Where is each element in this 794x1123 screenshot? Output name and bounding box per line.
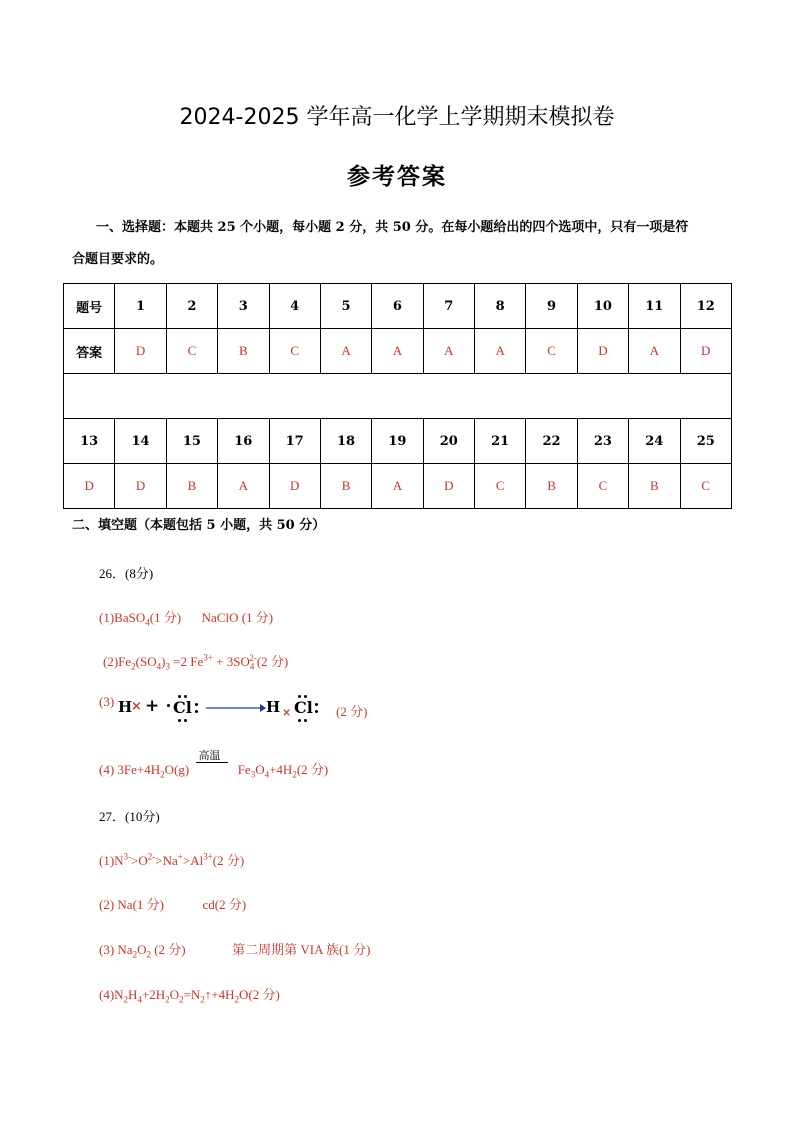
q27-p1-b: >O (131, 853, 148, 868)
q27-p1-sup2: 2- (147, 851, 156, 862)
answer-cell: B (629, 464, 680, 509)
answer-cell: C (166, 329, 217, 374)
q26-p4-e: +4H (269, 762, 293, 777)
answer-cell: D (115, 464, 166, 509)
q27-p2-a: (2) Na(1 分) (99, 897, 164, 912)
q27-part1 (99, 850, 244, 869)
cl-symbol: Cl (173, 698, 192, 717)
hcl-product-shared-electron: × (282, 706, 292, 719)
answer-cell: A (372, 464, 423, 509)
cl-dot (178, 719, 181, 722)
question-number-cell: 3 (218, 284, 269, 329)
section1-intro (72, 212, 732, 276)
q27-part4 (99, 984, 280, 1005)
question-number-cell: 16 (218, 419, 269, 464)
q27-p2-b: cd(2 分) (202, 897, 247, 912)
q26-p2-c: ) (161, 654, 166, 669)
question-number-cell: 10 (577, 284, 628, 329)
q27-p4-f: ↑+4H (204, 987, 235, 1002)
q27-p3-sub1: 2 (132, 949, 138, 960)
q27-p3-sub2: 2 (146, 949, 151, 960)
q27-p4-e: =N (183, 987, 201, 1002)
q26-p2-sub2: 4 (156, 661, 162, 672)
cl-atom-dot (164, 694, 200, 724)
answer-cell: C (526, 329, 577, 374)
q26-p4-sub3: 4 (264, 769, 270, 780)
q26-p2-d: =2 Fe (169, 654, 204, 669)
answer-cell: B (526, 464, 577, 509)
question-number-cell: 23 (577, 419, 628, 464)
question-number-cell: 25 (680, 419, 732, 464)
q26-p1-b: NaClO (1 分) (201, 610, 274, 625)
q26-p2-sup2: 2- (249, 652, 257, 663)
answer-cell: C (577, 464, 628, 509)
reaction-arrow-icon (206, 702, 266, 714)
answer-cell: A (372, 329, 423, 374)
q26-p4-sub2: 3 (250, 769, 256, 780)
reaction-condition (196, 749, 230, 774)
table-row-answers-1 (64, 329, 732, 374)
blank-cell (64, 374, 732, 419)
q27-p1-e: (2 分) (212, 853, 245, 868)
section1-intro-line2: 合题目要求的。 (72, 252, 164, 267)
answer-cell: B (166, 464, 217, 509)
table-row-numbers-2 (64, 419, 732, 464)
cl-dot (298, 719, 301, 722)
q27-header: 27．(10分) (99, 809, 160, 824)
cl-dot (298, 695, 301, 698)
q26-p2-f: (2 分) (256, 654, 289, 669)
table-row-answers-2 (64, 464, 732, 509)
q26-p4-b: O(g) (164, 762, 190, 777)
q26-p1-sub: 4 (145, 617, 150, 628)
q26-p2-sub4: 4 (249, 661, 255, 672)
q27-p4-g: O(2 分) (239, 987, 280, 1002)
q27-p3-d: 第二周期第 VIA 族(1 分) (232, 942, 371, 957)
answer-table (63, 283, 732, 509)
q27-p4-sub1: 2 (123, 994, 129, 1005)
answer-cell: C (475, 464, 526, 509)
question-number-cell: 9 (526, 284, 577, 329)
question-number-cell: 8 (475, 284, 526, 329)
question-number-cell: 4 (269, 284, 320, 329)
cl-dot (167, 704, 170, 707)
q26-p1-score: (1 分) (149, 610, 182, 625)
question-number-cell: 14 (115, 419, 166, 464)
answer-cell: B (320, 464, 371, 509)
question-number-cell: 17 (269, 419, 320, 464)
q27-p4-sub2: 4 (137, 994, 142, 1005)
q27-p4-c: +2H (141, 987, 166, 1002)
question-number-cell: 19 (372, 419, 423, 464)
table-row-numbers-1 (64, 284, 732, 329)
q26-part1 (99, 607, 273, 628)
cl-dot (184, 719, 187, 722)
row-label-number: 题号 (64, 284, 115, 329)
q27-part3 (99, 939, 370, 960)
answer-cell: D (577, 329, 628, 374)
question-number-cell: 18 (320, 419, 371, 464)
q26-p4-f: (2 分) (296, 762, 329, 777)
q27-p4-a: (4)N (99, 987, 124, 1002)
q26-p2-sub3: 3 (165, 661, 170, 672)
q26-p3-label: (3) (99, 694, 115, 709)
question-number-cell: 11 (629, 284, 680, 329)
answer-cell: A (629, 329, 680, 374)
q27-p3-a: (3) Na (99, 942, 133, 957)
q27-p1-sup1: 3- (123, 851, 132, 862)
q26-p4-sub4: 2 (292, 769, 297, 780)
condition-line (196, 762, 228, 763)
cl-dot (315, 703, 318, 706)
q26-part2 (103, 651, 288, 672)
cl-dot (195, 710, 198, 713)
hcl-h-electron: × (131, 699, 142, 714)
question-number-cell: 7 (423, 284, 474, 329)
cl-dot (304, 695, 307, 698)
q26-p2-sup1: 3+ (203, 652, 213, 663)
q26-p4-a: (4) 3Fe+4H (99, 762, 161, 777)
section1-intro-line1: 一、选择题：本题共 25 个小题，每小题 2 分，共 50 分。在每小题给出的四个选项中，只有一项是符 (96, 220, 689, 235)
hcl-h-atom: H (118, 698, 133, 716)
q26-part3 (99, 694, 114, 724)
answer-cell: A (475, 329, 526, 374)
q27-p4-d: O (169, 987, 180, 1002)
q27-p1-d: >Al (182, 853, 204, 868)
cl-dot (184, 695, 187, 698)
answer-cell: D (680, 329, 732, 374)
q27-p1-sup4: 3+ (203, 851, 213, 862)
table-row-blank (64, 374, 732, 419)
q27-p4-b: H (128, 987, 138, 1002)
question-number-cell: 24 (629, 419, 680, 464)
q26-header: 26．(8分) (99, 566, 154, 581)
q27-p1-c: >Na (155, 853, 178, 868)
answer-cell: A (423, 329, 474, 374)
question-number-cell: 13 (64, 419, 115, 464)
q27-p4-sub3: 2 (165, 994, 170, 1005)
q26-p2-a: (2)Fe (103, 654, 132, 669)
cl-symbol: Cl (294, 698, 313, 717)
question-number-cell: 6 (372, 284, 423, 329)
q26-p4-d: O (255, 762, 265, 777)
question-number-cell: 15 (166, 419, 217, 464)
condition-text: 高温 (198, 749, 221, 762)
question-number-cell: 1 (115, 284, 166, 329)
q26-p4-c: Fe (237, 762, 251, 777)
cl-dot (304, 719, 307, 722)
q27-p1-sup3: + (177, 851, 183, 862)
q26-p2-e: + 3SO (212, 654, 250, 669)
q26-p1-prefix: (1)BaSO (99, 610, 146, 625)
hcl-product-cl (288, 694, 324, 724)
hcl-plus-sign: + (145, 696, 160, 716)
answer-cell: C (269, 329, 320, 374)
answer-cell: D (269, 464, 320, 509)
answer-cell: D (64, 464, 115, 509)
hcl-formation-diagram (118, 694, 398, 728)
answer-cell: A (218, 464, 269, 509)
q27-p3-c: (2 分) (150, 942, 186, 957)
q27-part2 (99, 894, 246, 913)
row-label-answer: 答案 (64, 329, 115, 374)
q27-p1-a: (1)N (99, 853, 124, 868)
answer-cell: D (423, 464, 474, 509)
question-number-cell: 5 (320, 284, 371, 329)
question-number-cell: 20 (423, 419, 474, 464)
question-number-cell: 2 (166, 284, 217, 329)
q26-p4-sub1: 2 (160, 769, 165, 780)
answer-cell: D (115, 329, 166, 374)
page-title: 2024-2025 学年高一化学上学期期末模拟卷 (179, 105, 615, 130)
q26-part4 (99, 749, 329, 780)
q26-p2-sub1: 2 (131, 661, 136, 672)
answer-cell: B (218, 329, 269, 374)
q26-p2-b: (SO (135, 654, 157, 669)
answer-cell: C (680, 464, 732, 509)
question-number-cell: 12 (680, 284, 732, 329)
q26-p3-score: (2 分) (336, 704, 368, 719)
page-subtitle: 参考答案 (347, 164, 447, 190)
cl-dot (315, 710, 318, 713)
cl-dot (195, 703, 198, 706)
answer-cell: A (320, 329, 371, 374)
q27-p4-sub5: 2 (200, 994, 205, 1005)
hcl-product-h: H (266, 698, 281, 716)
question-number-cell: 21 (475, 419, 526, 464)
q27-p4-sub6: 2 (234, 994, 240, 1005)
q27-p3-b: O (137, 942, 147, 957)
q27-p4-sub4: 2 (179, 994, 184, 1005)
cl-dot (178, 695, 181, 698)
section2-heading: 二、填空题（本题包括 5 小题，共 50 分） (72, 518, 326, 533)
question-number-cell: 22 (526, 419, 577, 464)
